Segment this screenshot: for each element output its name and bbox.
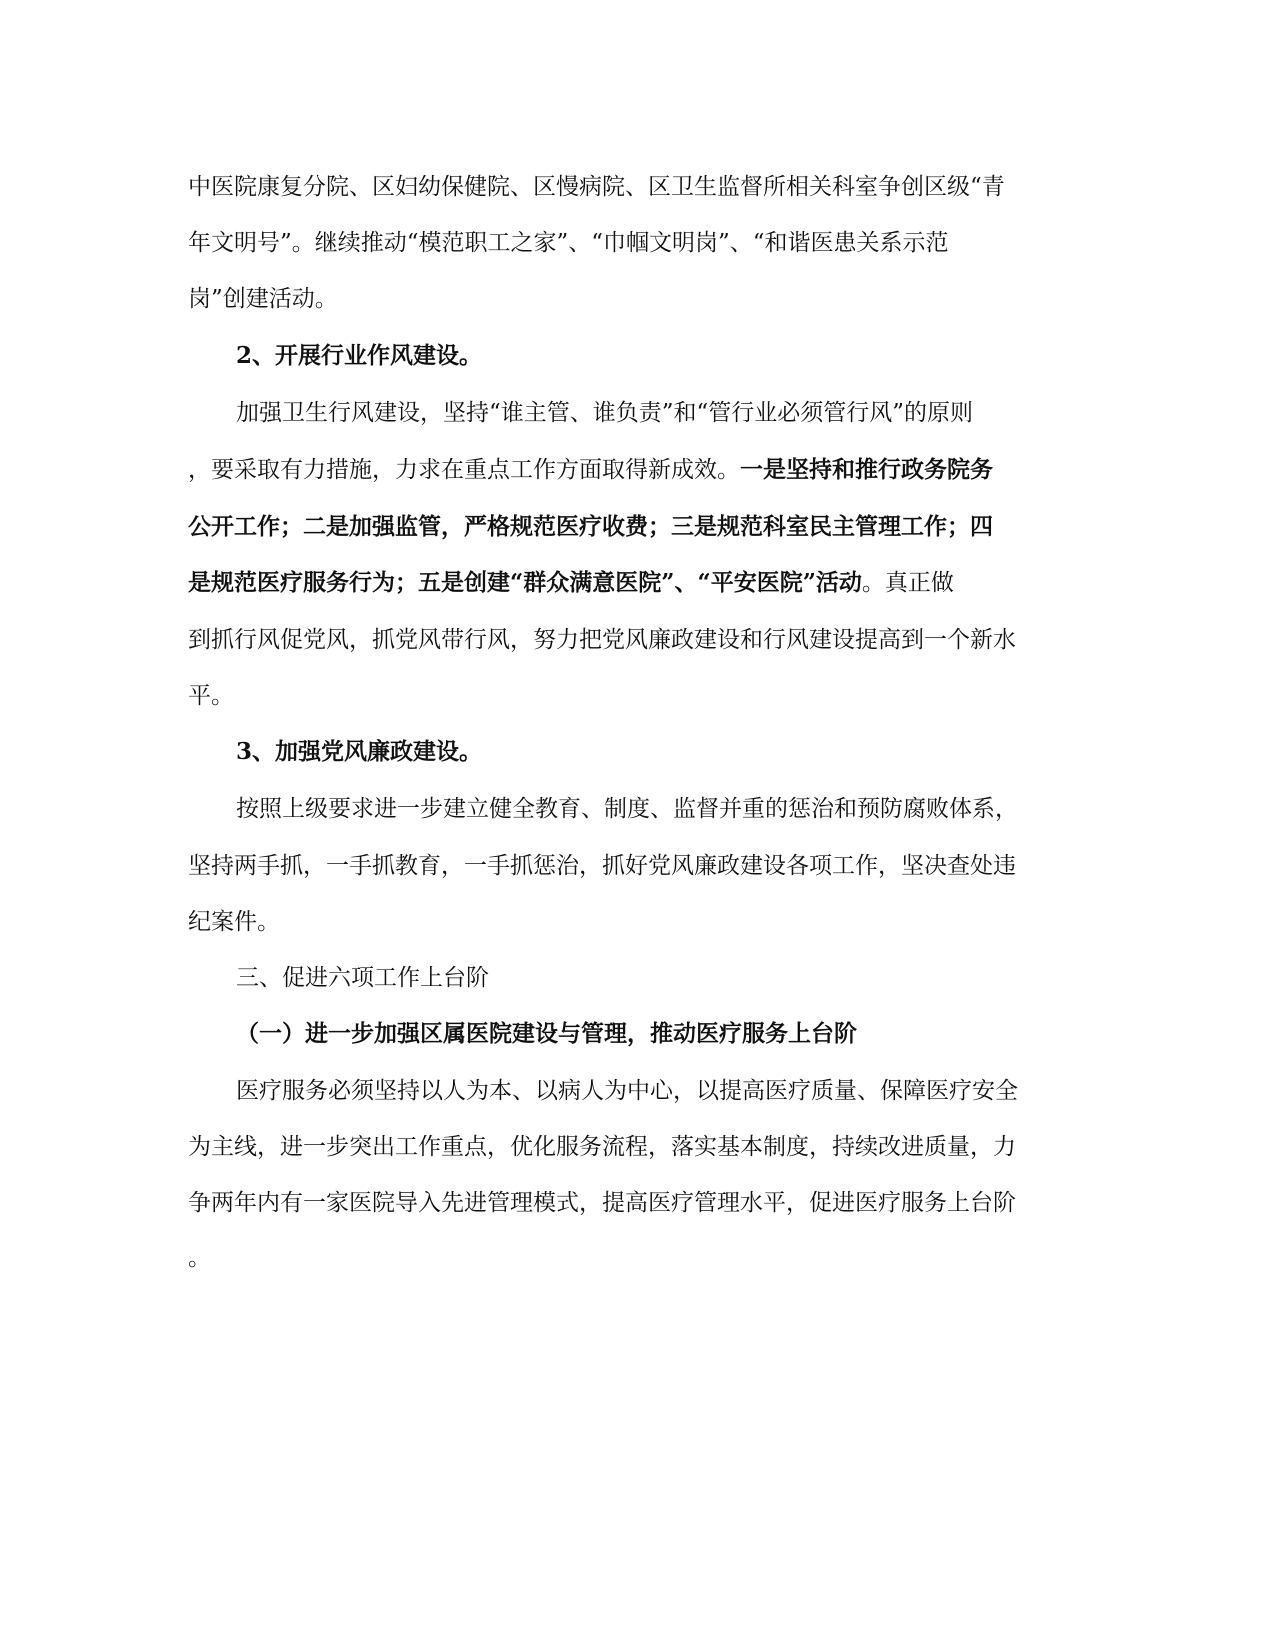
section-heading: 2、开展行业作风建设。 [236, 342, 483, 369]
paragraph-line [188, 568, 954, 598]
paragraph-line: 到抓行风促党风，抓党风带行风，努力把党风廉政建设和行风建设提高到一个新水 [188, 627, 1016, 653]
paragraph-line [188, 455, 993, 485]
section-heading: 3、加强党风廉政建设。 [236, 738, 483, 765]
subsection-heading: （一）进一步加强区属医院建设与管理，推动医疗服务上台阶 [236, 1020, 857, 1047]
paragraph-line: 加强卫生行风建设，坚持“谁主管、谁负责”和“管行业必须管行风”的原则 [236, 400, 974, 426]
paragraph-line: 岗”创建活动。 [188, 286, 338, 312]
paragraph-line: 为主线，进一步突出工作重点，优化服务流程，落实基本制度，持续改进质量，力 [188, 1134, 1016, 1160]
paragraph-line: 平。 [188, 683, 234, 709]
paragraph-line: 争两年内有一家医院导入先进管理模式，提高医疗管理水平，促进医疗服务上台阶 [188, 1190, 1016, 1216]
bold-text: 是规范医疗服务行为；五是创建“群众满意医院”、“平安医院”活动 [188, 569, 862, 596]
paragraph-text: 。真正做 [861, 570, 954, 596]
paragraph-line: 。 [188, 1245, 211, 1271]
paragraph-line: 公开工作；二是加强监管，严格规范医疗收费；三是规范科室民主管理工作；四 [188, 513, 993, 540]
paragraph-text: ，要采取有力措施，力求在重点工作方面取得新成效。 [188, 457, 740, 483]
paragraph-line: 纪案件。 [188, 909, 280, 935]
paragraph-line: 医疗服务必须坚持以人为本、以病人为中心，以提高医疗质量、保障医疗安全 [236, 1078, 1018, 1104]
paragraph-line: 中医院康复分院、区妇幼保健院、区慢病院、区卫生监督所相关科室争创区级“青 [188, 174, 1005, 200]
section-heading: 三、促进六项工作上台阶 [236, 965, 489, 991]
paragraph-line: 年文明号”。继续推动“模范职工之家”、“巾帼文明岗”、“和谐医患关系示范 [188, 230, 949, 256]
bold-text: 一是坚持和推行政务院务 [740, 456, 993, 483]
paragraph-line: 坚持两手抓，一手抓教育，一手抓惩治，抓好党风廉政建设各项工作，坚决查处违 [188, 853, 1016, 879]
paragraph-line: 按照上级要求进一步建立健全教育、制度、监督并重的惩治和预防腐败体系， [236, 796, 1018, 822]
